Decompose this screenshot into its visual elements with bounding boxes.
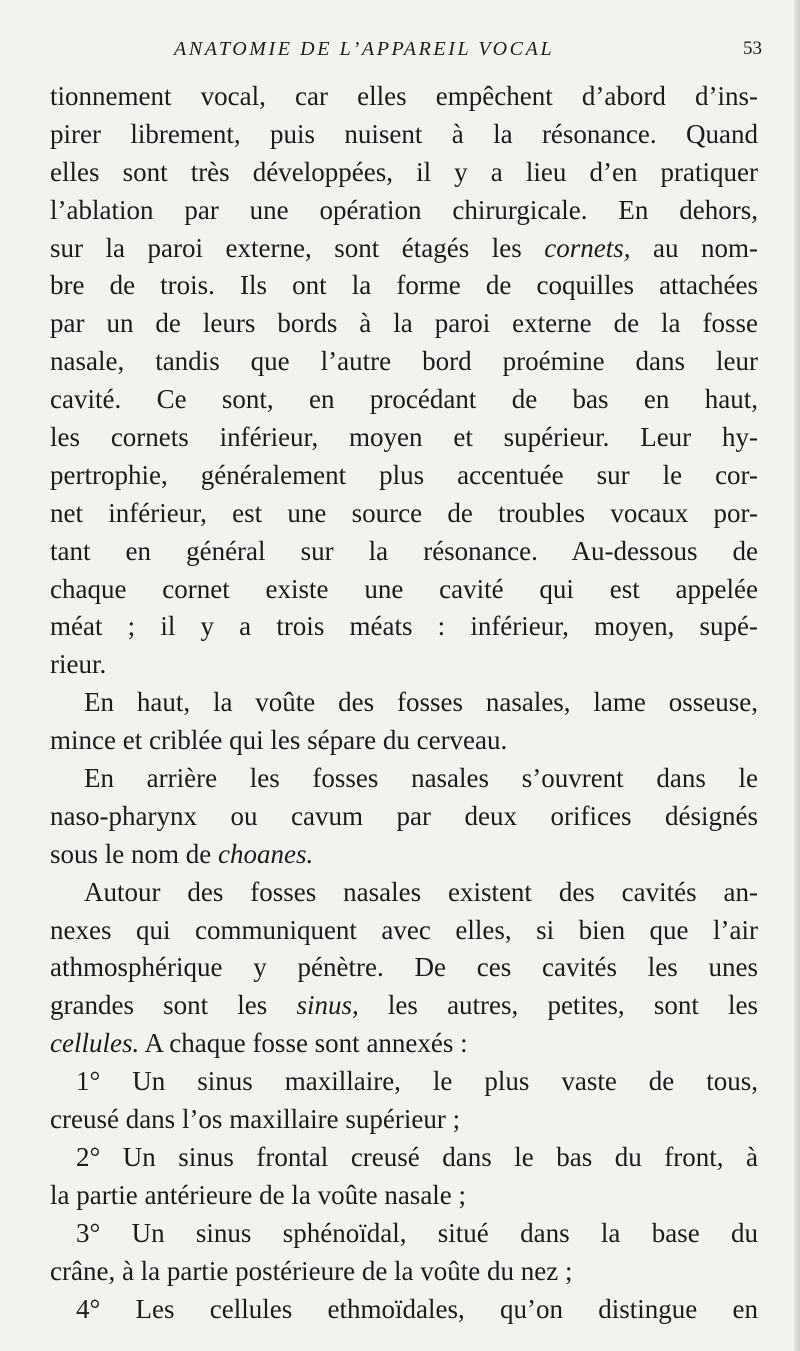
text-line xyxy=(50,722,758,760)
line-segment: 3° Un sinus sphénoïdal, situé dans la base du xyxy=(76,1217,758,1248)
line-segment: rieur. xyxy=(50,649,107,680)
italic-term: choanes. xyxy=(218,838,314,869)
line-segment: athmosphérique y pénètre. De ces cavités les unes xyxy=(50,952,758,983)
line-segment: crâne, à la partie postérieure de la voûte du nez ; xyxy=(50,1255,573,1286)
line-segment: bre de trois. Ils ont la forme de coquilles attachées xyxy=(50,270,758,301)
line-segment: tionnement vocal, car elles empêchent d’abord d’ins- xyxy=(50,81,758,111)
running-head xyxy=(52,38,762,68)
line-segment: 4° Les cellules ethmoïdales, qu’on distingue en xyxy=(76,1293,758,1324)
text-line xyxy=(50,192,758,230)
text-line xyxy=(50,116,758,154)
text-line xyxy=(50,760,758,798)
text-line xyxy=(50,798,758,836)
line-segment: la partie antérieure de la voûte nasale ; xyxy=(50,1179,467,1210)
line-segment: les autres, petites, sont les xyxy=(358,990,759,1021)
italic-term: cornets, xyxy=(544,232,631,263)
text-line xyxy=(50,571,758,609)
text-line xyxy=(50,1215,758,1253)
line-segment: les cornets inférieur, moyen et supérieur. Leur hy- xyxy=(50,422,758,453)
line-segment: Autour des fosses nasales existent des cavités an- xyxy=(84,876,758,907)
line-segment: sous le nom de xyxy=(50,838,218,869)
line-segment: pirer librement, puis nuisent à la résonance. Quand xyxy=(50,118,758,149)
text-line xyxy=(50,646,758,684)
line-segment: nexes qui communiquent avec elles, si bien que l’air xyxy=(50,914,758,945)
text-line xyxy=(50,267,758,305)
line-segment: sur la paroi externe, sont étagés les xyxy=(50,232,545,263)
italic-term: sinus, xyxy=(296,990,359,1021)
line-segment: nasale, tandis que l’autre bord proémine dans leur xyxy=(50,346,758,377)
text-line xyxy=(50,1177,758,1215)
text-line xyxy=(50,987,758,1025)
text-line xyxy=(50,608,758,646)
text-line xyxy=(50,230,758,268)
text-line xyxy=(50,684,758,722)
text-line xyxy=(50,495,758,533)
line-segment: méat ; il y a trois méats : inférieur, moyen, supé- xyxy=(50,611,758,642)
line-segment: mince et criblée qui les sépare du cerveau. xyxy=(50,725,508,756)
page-number: 53 xyxy=(743,38,762,59)
text-line xyxy=(50,1101,758,1139)
line-segment: par un de leurs bords à la paroi externe de la fosse xyxy=(50,308,758,339)
line-segment: tant en général sur la résonance. Au-dessous de xyxy=(50,535,758,566)
running-title: ANATOMIE DE L’APPAREIL VOCAL xyxy=(174,38,555,60)
text-line xyxy=(50,78,758,116)
italic-term: cellules. xyxy=(50,1028,140,1059)
line-segment: 1° Un sinus maxillaire, le plus vaste de tous, xyxy=(76,1066,758,1097)
page-edge xyxy=(794,0,800,1351)
text-line xyxy=(50,419,758,457)
text-line xyxy=(50,1025,758,1063)
line-segment: grandes sont les xyxy=(50,990,297,1021)
line-segment: 2° Un sinus frontal creusé dans le bas du front, à xyxy=(76,1141,758,1172)
text-line xyxy=(50,836,758,874)
line-segment: net inférieur, est une source de troubles vocaux por- xyxy=(50,497,758,528)
text-line xyxy=(50,154,758,192)
line-segment: cavité. Ce sont, en procédant de bas en haut, xyxy=(50,384,758,415)
line-segment: naso-pharynx ou cavum par deux orifices désignés xyxy=(50,800,758,831)
line-segment: au nom- xyxy=(630,232,758,263)
line-segment: En haut, la voûte des fosses nasales, lame osseuse, xyxy=(84,687,758,718)
text-line xyxy=(50,1253,758,1291)
text-line xyxy=(50,1063,758,1101)
text-line xyxy=(50,1291,758,1329)
line-segment: creusé dans l’os maxillaire supérieur ; xyxy=(50,1104,461,1135)
line-segment: chaque cornet existe une cavité qui est appelée xyxy=(50,573,758,604)
text-line xyxy=(50,533,758,571)
text-line xyxy=(50,874,758,912)
text-line xyxy=(50,912,758,950)
text-line xyxy=(50,949,758,987)
text-line xyxy=(50,457,758,495)
line-segment: elles sont très développées, il y a lieu d’en pratiquer xyxy=(50,156,758,187)
line-segment: A chaque fosse sont annexés : xyxy=(139,1028,468,1059)
line-segment: l’ablation par une opération chirurgicale. En dehors, xyxy=(50,194,758,225)
text-line xyxy=(50,381,758,419)
text-line xyxy=(50,343,758,381)
text-line xyxy=(50,1139,758,1177)
line-segment: pertrophie, généralement plus accentuée sur le cor- xyxy=(50,459,758,490)
text-line xyxy=(50,305,758,343)
body-text xyxy=(50,78,758,1328)
line-segment: En arrière les fosses nasales s’ouvrent dans le xyxy=(84,763,758,794)
